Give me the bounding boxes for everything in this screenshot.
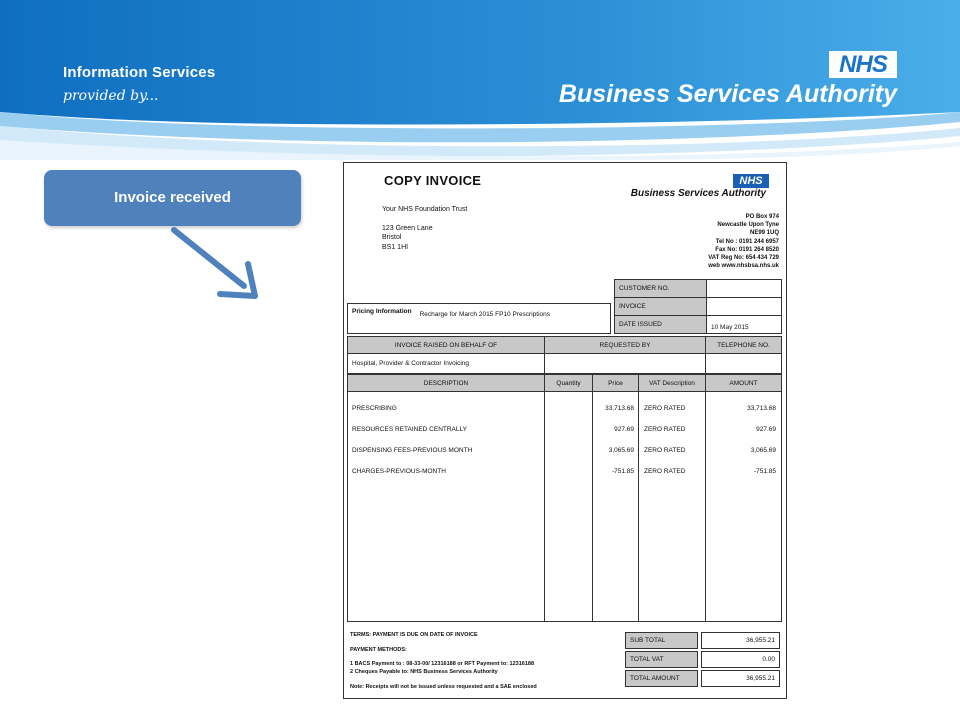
header-banner	[0, 0, 960, 160]
bsa-address-line: VAT Reg No: 654 434 729	[708, 255, 779, 262]
pricing-value: Recharge for March 2015 FP10 Prescriptions	[419, 311, 551, 318]
line-amount: 3,065.69	[750, 447, 776, 454]
line-vat: ZERO RATED	[644, 468, 686, 475]
line-description: PRESCRIBING	[352, 405, 397, 412]
line-vat: ZERO RATED	[644, 405, 686, 412]
line-price: 33,713.68	[605, 405, 634, 412]
pricing-label: Pricing Information	[352, 308, 412, 315]
invoice-title: COPY INVOICE	[384, 173, 482, 188]
telephone-header: TELEPHONE NO.	[705, 336, 782, 354]
line-vat: ZERO RATED	[644, 426, 686, 433]
payment-method-cheque: 2 Cheques Payable to: NHS Business Services Authority	[350, 669, 498, 675]
line-price: 927.69	[614, 426, 634, 433]
total-amount-value: 36,955.21	[701, 670, 780, 687]
recipient-line: 123 Green Lane	[382, 224, 433, 232]
invoice-nhs-logo: NHS	[733, 174, 769, 188]
total-amount-label: TOTAL AMOUNT	[625, 670, 698, 687]
col-vat-description: VAT Description	[638, 374, 706, 392]
line-price: 3,065.69	[608, 447, 634, 454]
recipient-name: Your NHS Foundation Trust	[382, 206, 468, 213]
line-description: DISPENSING FEES-PREVIOUS MONTH	[352, 447, 473, 454]
line-vat: ZERO RATED	[644, 447, 686, 454]
col-amount: AMOUNT	[705, 374, 782, 392]
invoice-no-label: INVOICE	[614, 297, 707, 316]
receipt-note: Note: Receipts will not be issued unless requested and a SAE enclosed	[350, 684, 537, 690]
bsa-address-line: Tel No : 0191 244 6957	[715, 238, 779, 245]
payment-method-bacs: 1 BACS Payment to : 08-33-00/ 12316188 or RFT Payment to: 12316188	[350, 661, 535, 667]
line-price: -751.85	[611, 468, 634, 475]
pricing-info-box	[347, 303, 611, 334]
recipient-line: Bristol	[382, 234, 402, 241]
invoice-no-value	[706, 297, 782, 316]
behalf-value: Hospital, Provider & Contractor Invoicing	[347, 353, 545, 374]
payment-methods-label: PAYMENT METHODS:	[350, 647, 407, 653]
total-vat-label: TOTAL VAT	[625, 651, 698, 668]
authority-title: Business Services Authority	[558, 80, 897, 108]
bsa-address-line: NE99 1UQ	[749, 230, 779, 237]
quantity-column	[544, 391, 593, 622]
date-issued-label: DATE ISSUED	[614, 315, 707, 334]
line-description: CHARGES-PREVIOUS-MONTH	[352, 468, 446, 475]
nhs-logo: NHS	[829, 51, 897, 78]
behalf-header: INVOICE RAISED ON BEHALF OF	[347, 336, 545, 354]
customer-no-value	[706, 279, 782, 298]
col-quantity: Quantity	[544, 374, 593, 392]
recipient-line: BS1 1HI	[382, 243, 409, 251]
line-amount: -751.85	[753, 468, 776, 475]
bsa-address-line: Fax No: 0191 264 8520	[715, 246, 779, 253]
bsa-address	[708, 213, 779, 270]
arrow-icon	[160, 222, 270, 302]
line-amount: 927.69	[756, 426, 776, 433]
org-title: Information Services	[63, 64, 216, 81]
invoice-authority: Business Services Authority	[630, 188, 766, 199]
invoice-document	[343, 162, 787, 699]
payment-terms: TERMS: PAYMENT IS DUE ON DATE OF INVOICE	[350, 632, 478, 638]
line-description: RESOURCES RETAINED CENTRALLY	[352, 426, 467, 433]
date-issued-value: 10 May 2015	[706, 315, 782, 334]
org-subtitle: provided by...	[63, 88, 159, 104]
requested-by-header: REQUESTED BY	[544, 336, 706, 354]
total-vat-value: 0.00	[701, 651, 780, 668]
recipient-address	[382, 205, 467, 252]
sub-total-label: SUB TOTAL	[625, 632, 698, 649]
sub-total-value: 36,955.21	[701, 632, 780, 649]
requested-by-value	[544, 353, 706, 374]
bsa-address-line: Newcastle Upon Tyne	[717, 222, 779, 229]
col-price: Price	[592, 374, 639, 392]
col-description: DESCRIPTION	[347, 374, 545, 392]
bsa-address-line: PO Box 974	[745, 214, 779, 220]
line-amount: 33,713.68	[747, 405, 776, 412]
bsa-address-line: web www.nhsbsa.nhs.uk	[708, 263, 779, 270]
telephone-value	[705, 353, 782, 374]
customer-no-label: CUSTOMER NO.	[614, 279, 707, 298]
invoice-received-callout: Invoice received	[44, 170, 301, 226]
